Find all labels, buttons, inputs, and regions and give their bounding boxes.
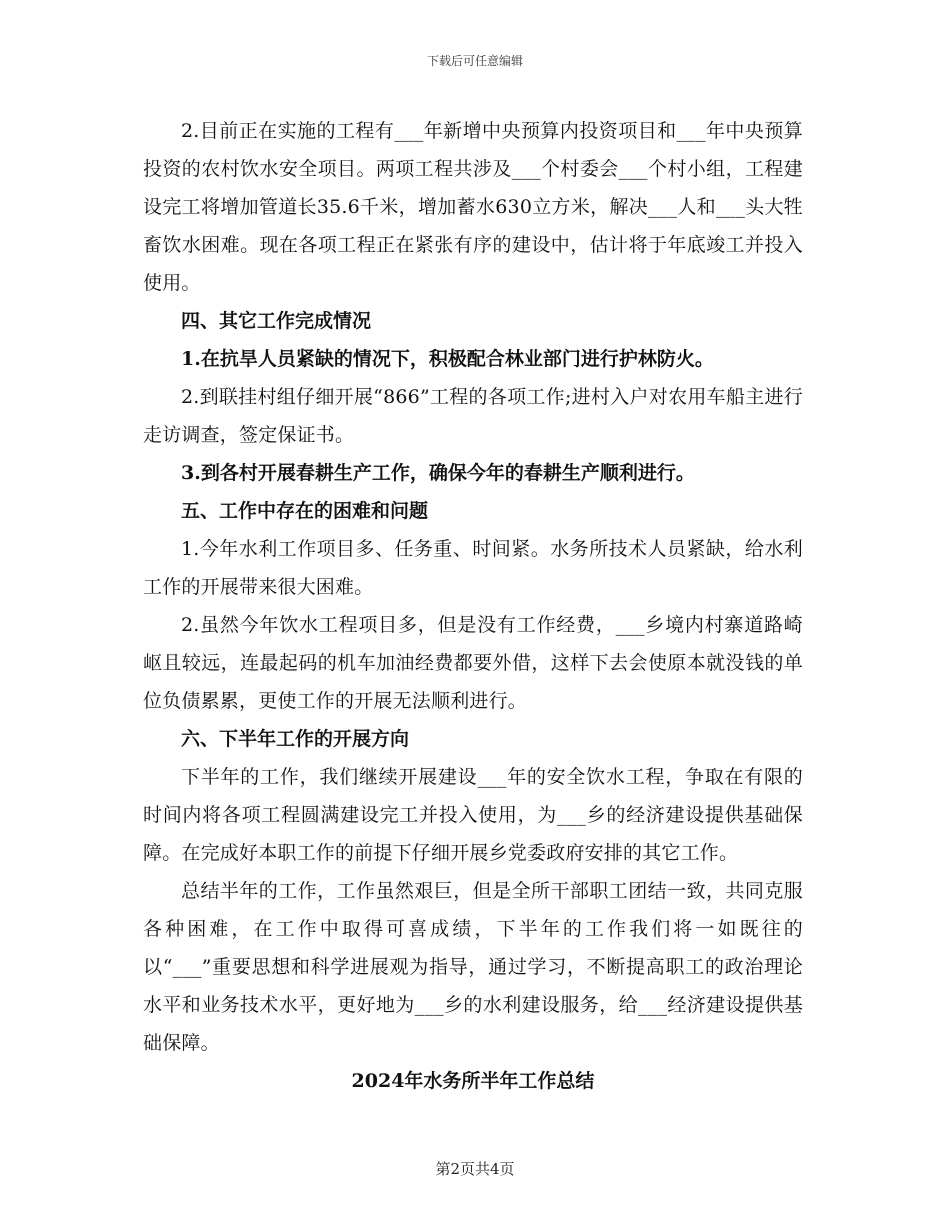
document-title: 2024年水务所半年工作总结	[351, 1070, 595, 1092]
item-spring-plowing: 3.到各村开展春耕生产工作，确保今年的春耕生产顺利进行。	[181, 462, 695, 484]
document-body	[143, 112, 803, 1100]
page-footer: 第2页共4页	[435, 1160, 515, 1178]
paragraph-difficulty-2: 2.虽然今年饮水工程项目多，但是没有工作经费，___乡境内村寨道路崎岖且较远，连最起码的机车加油经费都要外借，这样下去会使原本就没钱的单位负债累累，更使工作的开展无法顺利进行。	[143, 614, 803, 712]
paragraph-next-half-plan: 下半年的工作，我们继续开展建设___年的安全饮水工程，争取在有限的时间内将各项工程圆满建设完工并投入使用，为___乡的经济建设提供基础保障。在完成好本职工作的前提下仔细开展乡党委政府安排的其它工作。	[143, 766, 803, 864]
section-heading-other-work: 四、其它工作完成情况	[181, 310, 372, 332]
item-866-project: 2.到联挂村组仔细开展“866”工程的各项工作;进村入户对农用车船主进行走访调查，签定保证书。	[143, 386, 803, 446]
paragraph-summary: 总结半年的工作，工作虽然艰巨，但是全所干部职工团结一致，共同克服各种困难，在工作中取得可喜成绩，下半年的工作我们将一如既往的以“___”重要思想和科学进展观为指导，通过学习，不断提高职工的政治理论水平和业务技术水平，更好地为___乡的水利建设服务，给___经济建设提供基础保障。	[143, 880, 803, 1054]
section-heading-next-half: 六、下半年工作的开展方向	[181, 728, 410, 750]
section-heading-difficulties: 五、工作中存在的困难和问题	[181, 500, 429, 522]
paragraph-difficulty-1: 1.今年水利工作项目多、任务重、时间紧。水务所技术人员紧缺，给水利工作的开展带来很大困难。	[143, 538, 803, 598]
paragraph-project-status: 2.目前正在实施的工程有___年新增中央预算内投资项目和___年中央预算投资的农村饮水安全项目。两项工程共涉及___个村委会___个村小组，工程建设完工将增加管道长35.6千米，增加蓄水630立方米，解决___人和___头大牲畜饮水困难。现在各项工程正在紧张有序的建设中，估计将于年底竣工并投入使用。	[143, 120, 803, 294]
page-header: 下载后可任意编辑	[426, 54, 523, 68]
item-fire-prevention: 1.在抗旱人员紧缺的情况下，积极配合林业部门进行护林防火。	[181, 348, 714, 370]
